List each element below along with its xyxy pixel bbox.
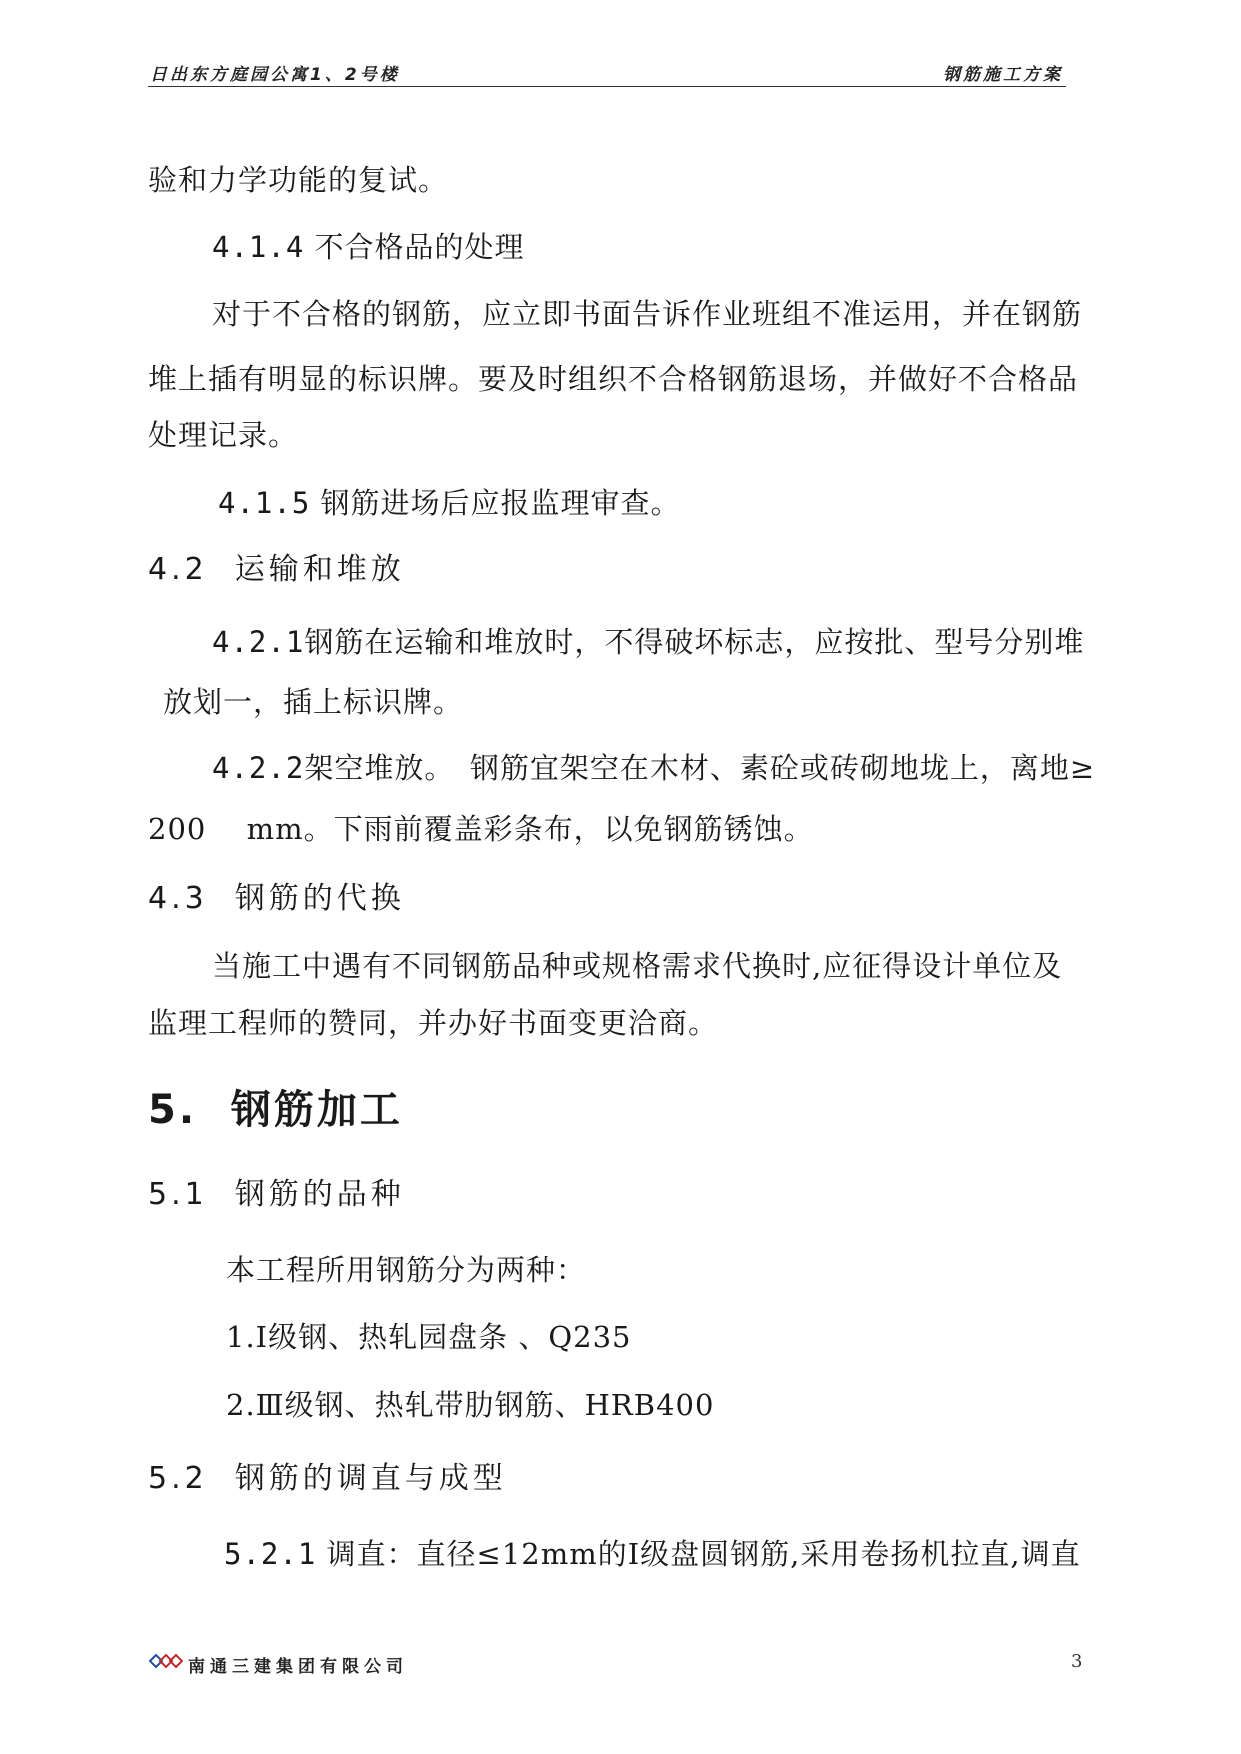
paragraph-line: 对于不合格的钢筋，应立即书面告诉作业班组不准运用，并在钢筋 [212,297,1083,331]
subsection-4-1-4 [212,230,525,264]
paragraph-line: 本工程所用钢筋分为两种： [226,1253,587,1287]
paragraph-line: 放划一，插上标识牌。 [163,685,464,719]
section-text: 架空堆放。 钢筋宜架空在木材、素砼或砖砌地垅上，离地≥ [304,751,1096,785]
heading-5-2 [148,1461,507,1496]
paragraph-line: 处理记录。 [148,418,299,452]
paragraph-line: 监理工程师的赞同，并办好书面变更洽商。 [148,1006,719,1040]
heading-4-3 [148,881,405,916]
heading-number: 4.2 [148,552,208,587]
subsection-4-2-2 [212,751,1096,785]
paragraph-line: 当施工中遇有不同钢筋品种或规格需求代换时,应征得设计单位及 [212,949,1063,983]
subsection-4-1-5 [218,486,681,520]
company-logo-icon [149,1653,183,1669]
section-number: 4.1.5 [218,486,311,520]
heading-4-2 [148,552,405,587]
section-number: 4.1.4 [212,230,305,264]
header-doc-title: 钢筋施工方案 [943,65,1063,85]
page-number: 3 [1071,1651,1083,1672]
subsection-4-2-1 [212,625,1085,659]
heading-5 [148,1087,403,1133]
section-text: 钢筋进场后应报监理审查。 [320,486,681,520]
section-text: 钢筋在运输和堆放时，不得破坏标志，应按批、型号分别堆 [304,625,1085,659]
list-item: 2.Ⅲ级钢、热轧带肋钢筋、HRB400 [226,1388,715,1422]
paragraph-line: 验和力学功能的复试。 [148,163,449,197]
heading-title: 钢筋的品种 [234,1177,405,1212]
paragraph-line: 堆上插有明显的标识牌。要及时组织不合格钢筋退场，并做好不合格品 [148,362,1079,396]
section-number: 4.2.1 [212,625,305,659]
heading-title: 钢筋的代换 [234,881,405,916]
heading-number: 4.3 [148,881,208,916]
heading-number: 5.2 [148,1461,208,1496]
heading-title: 钢筋的调直与成型 [234,1461,507,1496]
paragraph-line: 200 mm。下雨前覆盖彩条布，以免钢筋锈蚀。 [148,812,814,846]
heading-5-1 [148,1177,405,1212]
section-text: 调直：直径≤12mm的Ⅰ级盘圆钢筋,采用卷扬机拉直,调直 [326,1537,1081,1571]
heading-title: 运输和堆放 [234,552,405,587]
heading-number: 5.1 [148,1177,208,1212]
footer-company: 南通三建集团有限公司 [188,1657,408,1677]
section-number: 4.2.2 [212,751,305,785]
header-project: 日出东方庭园公寓1、2号楼 [150,65,400,85]
heading-title: 钢筋加工 [230,1087,403,1133]
list-item: 1.Ⅰ级钢、热轧园盘条 、Q235 [226,1320,632,1354]
section-title: 不合格品的处理 [314,230,525,264]
heading-number: 5. [148,1087,198,1133]
section-number: 5.2.1 [224,1537,317,1571]
subsection-5-2-1 [224,1537,1081,1571]
header-rule [148,86,1066,87]
